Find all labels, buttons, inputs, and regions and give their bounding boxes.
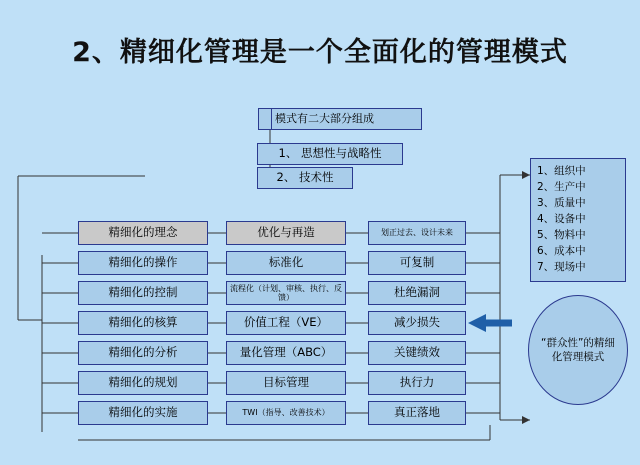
row-6-method[interactable]: 目标管理 — [226, 371, 346, 395]
list-item: 6、成本中 — [537, 245, 586, 257]
row-6-concept[interactable]: 精细化的规划 — [78, 371, 208, 395]
arrow-head-left — [468, 314, 486, 332]
right-domain-list — [530, 158, 626, 282]
row-3-method[interactable]: 流程化（计划、审核、执行、反馈） — [226, 281, 346, 305]
row-5-method[interactable]: 量化管理（ABC） — [226, 341, 346, 365]
list-item: 3、质量中 — [537, 197, 586, 209]
row-4-method[interactable]: 价值工程（VE） — [226, 311, 346, 335]
row-6-result[interactable]: 执行力 — [368, 371, 466, 395]
row-4-concept[interactable]: 精细化的核算 — [78, 311, 208, 335]
part-2-box[interactable]: 2、 技术性 — [257, 167, 353, 189]
row-3-result[interactable]: 杜绝漏洞 — [368, 281, 466, 305]
top-header-bar — [258, 108, 272, 130]
row-1-method[interactable]: 优化与再造 — [226, 221, 346, 245]
row-7-method[interactable]: TWI（指导、改善技术） — [226, 401, 346, 425]
row-4-result[interactable]: 减少损失 — [368, 311, 466, 335]
row-1-concept[interactable]: 精细化的理念 — [78, 221, 208, 245]
part-1-box[interactable]: 1、 思想性与战略性 — [257, 143, 403, 165]
row-7-result[interactable]: 真正落地 — [368, 401, 466, 425]
row-2-method[interactable]: 标准化 — [226, 251, 346, 275]
list-item: 5、物料中 — [537, 229, 586, 241]
page-title: 2、精细化管理是一个全面化的管理模式 — [72, 37, 568, 68]
row-1-result[interactable]: 划正过去、设计未来 — [368, 221, 466, 245]
row-2-concept[interactable]: 精细化的操作 — [78, 251, 208, 275]
list-item: 7、现场中 — [537, 261, 586, 273]
mass-participation-ellipse: “群众性”的精细化管理模式 — [528, 295, 628, 405]
top-header-label: 模式有二大部分组成 — [272, 108, 422, 130]
row-3-concept[interactable]: 精细化的控制 — [78, 281, 208, 305]
list-item: 1、组织中 — [537, 165, 586, 177]
row-5-result[interactable]: 关键绩效 — [368, 341, 466, 365]
list-item: 2、生产中 — [537, 181, 586, 193]
row-5-concept[interactable]: 精细化的分析 — [78, 341, 208, 365]
list-item: 4、设备中 — [537, 213, 586, 225]
row-2-result[interactable]: 可复制 — [368, 251, 466, 275]
row-7-concept[interactable]: 精细化的实施 — [78, 401, 208, 425]
